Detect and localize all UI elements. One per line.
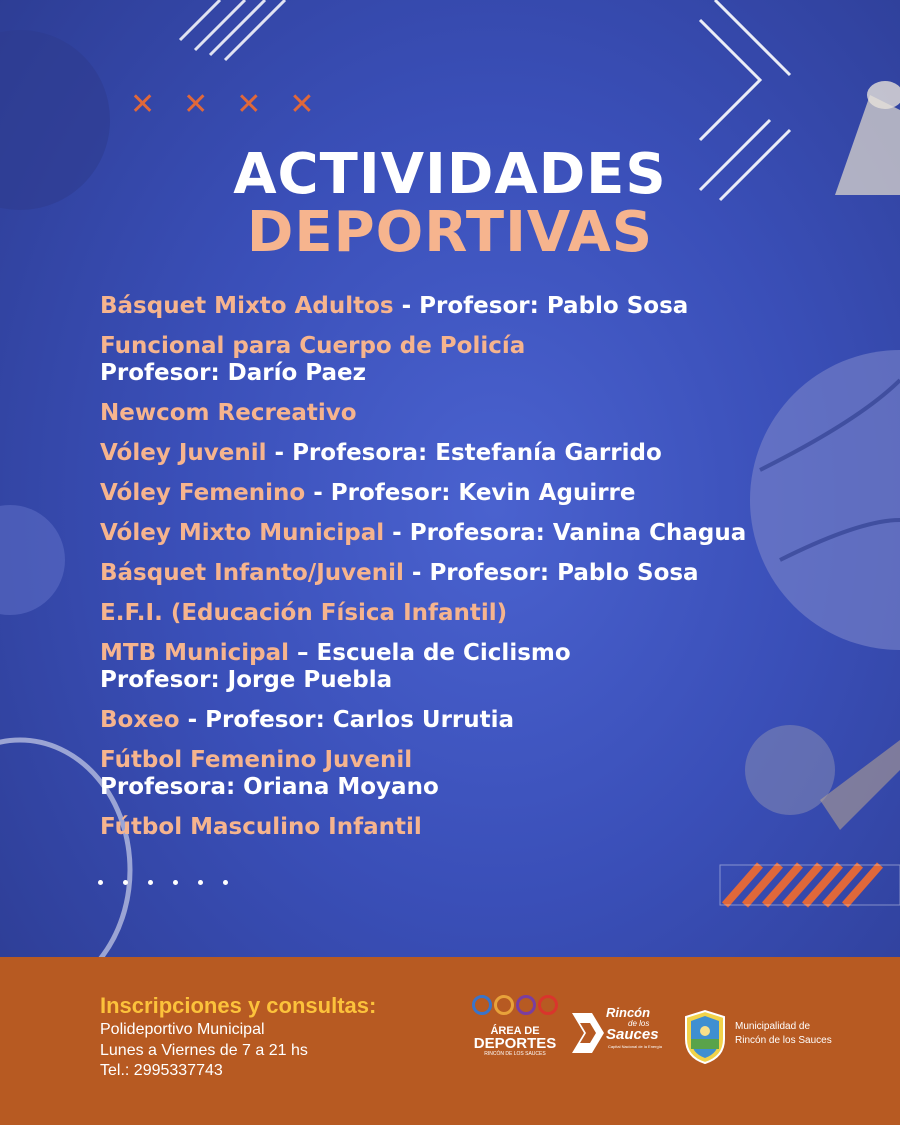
footer (0, 957, 900, 1125)
activity-name: Vóley Femenino (100, 480, 306, 506)
footer-phone: Tel.: 2995337743 (100, 1062, 223, 1079)
activity-separator: – (289, 640, 317, 666)
rincon-sauces-logo (570, 1005, 670, 1065)
activity-name: Newcom Recreativo (100, 400, 357, 426)
activity-item (100, 520, 820, 547)
activity-detail: Escuela de Ciclismo (316, 640, 571, 666)
area-deportes-logo (470, 995, 560, 1075)
activity-detail-2: Profesor: Jorge Puebla (100, 667, 393, 693)
rs-logo-tagline: Capital Nacional de la Energía (608, 1044, 663, 1049)
activity-item (100, 333, 820, 387)
activity-name: Funcional para Cuerpo de Policía (100, 333, 526, 359)
x-marks-row (130, 87, 315, 122)
rs-logo-line3: Sauces (606, 1026, 659, 1043)
activity-detail: Profesora: Estefanía Garrido (292, 440, 662, 466)
activity-item (100, 560, 820, 587)
activity-detail: Profesor: Kevin Aguirre (330, 480, 636, 506)
activity-detail: Profesor: Pablo Sosa (419, 293, 689, 319)
activity-detail: Profesor: Darío Paez (100, 360, 367, 386)
area-logo-line1: ÁREA DE (490, 1025, 540, 1037)
activity-separator: - (403, 560, 430, 586)
activity-item (100, 440, 820, 467)
activity-name: MTB Municipal (100, 640, 290, 666)
title-line-2: DEPORTIVAS (246, 200, 654, 265)
footer-hours: Lunes a Viernes de 7 a 21 hs (100, 1042, 308, 1059)
footer-heading: Inscripciones y consultas: (100, 993, 377, 1018)
x-mark-icon: ✕ (183, 87, 209, 122)
rs-logo-line2: de los (628, 1019, 650, 1028)
muni-line2: Rincón de los Sauces (735, 1035, 832, 1046)
activity-detail: Profesora: Vanina Chagua (409, 520, 747, 546)
rs-logo-line1: Rincón (606, 1005, 651, 1020)
activity-detail: Profesor: Carlos Urrutia (205, 707, 515, 733)
activities-list (100, 293, 820, 854)
olympic-rings-icon (470, 995, 560, 1015)
activity-item (100, 747, 820, 801)
activity-name: Básquet Infanto/Juvenil (100, 560, 404, 586)
activity-name: Vóley Mixto Municipal (100, 520, 385, 546)
activity-name: Fútbol Masculino Infantil (100, 814, 422, 840)
area-logo-line3: RINCÓN DE LOS SAUCES (484, 1051, 546, 1057)
activity-name: Boxeo (100, 707, 180, 733)
dot-icon (148, 880, 153, 885)
dot-icon (198, 880, 203, 885)
activity-detail: Profesora: Oriana Moyano (100, 774, 439, 800)
dots-row (98, 880, 228, 885)
activity-separator: - (393, 293, 420, 319)
activity-separator: - (179, 707, 206, 733)
rincon-sauces-logo-icon (570, 1009, 606, 1059)
activity-name: E.F.I. (Educación Física Infantil) (100, 600, 508, 626)
x-mark-icon: ✕ (289, 87, 315, 122)
municipal-seal-icon (680, 1009, 730, 1065)
activity-item (100, 600, 820, 627)
dot-icon (173, 880, 178, 885)
activity-item (100, 400, 820, 427)
activity-detail: Profesor: Pablo Sosa (429, 560, 699, 586)
activity-separator: - (305, 480, 331, 506)
activity-item (100, 640, 820, 694)
dot-icon (223, 880, 228, 885)
activity-name: Fútbol Femenino Juvenil (100, 747, 413, 773)
x-mark-icon: ✕ (236, 87, 262, 122)
activity-item (100, 814, 820, 841)
dot-icon (98, 880, 103, 885)
activity-item (100, 707, 820, 734)
area-logo-line2: DEPORTES (473, 1035, 557, 1052)
activity-item (100, 480, 820, 507)
activity-separator: - (266, 440, 293, 466)
muni-line1: Municipalidad de (735, 1021, 811, 1032)
activity-name: Vóley Juvenil (100, 440, 267, 466)
activity-separator: - (384, 520, 410, 546)
title-line-1: ACTIVIDADES (233, 142, 667, 207)
dot-icon (123, 880, 128, 885)
activity-item (100, 293, 820, 320)
activity-name: Básquet Mixto Adultos (100, 293, 394, 319)
x-mark-icon: ✕ (130, 87, 156, 122)
footer-place: Polideportivo Municipal (100, 1021, 265, 1038)
municipality-name (735, 1020, 832, 1048)
